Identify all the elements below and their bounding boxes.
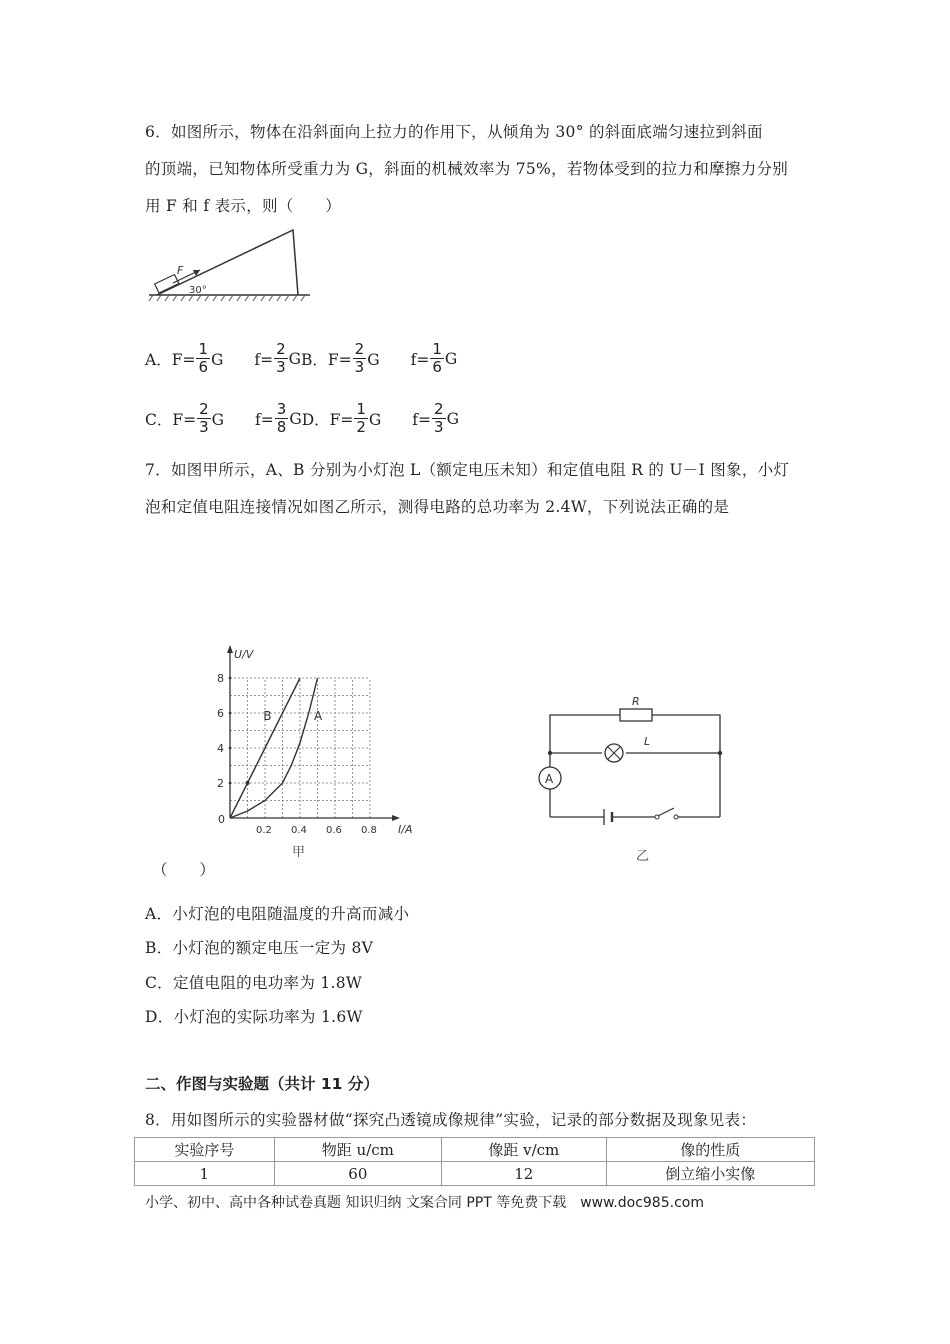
origin-label: 0 [218, 813, 225, 826]
x-tick-label: 0.2 [256, 825, 272, 836]
numerator: 2 [434, 400, 444, 418]
fraction [197, 402, 211, 435]
graph-caption: 甲 [292, 845, 306, 860]
junction-dot [718, 751, 722, 755]
q6-option-c[interactable] [145, 402, 302, 435]
curve-a-label: A [314, 709, 323, 723]
fraction [432, 402, 446, 435]
q6-options-cd [145, 402, 459, 435]
y-tick-mark [229, 712, 232, 715]
table-cell: 60 [274, 1162, 441, 1186]
table-header-cell: 实验序号 [135, 1138, 275, 1162]
y-tick-label: 4 [217, 742, 224, 755]
circuit-diagram [540, 695, 740, 865]
q7-option-a[interactable]: A．小灯泡的电阻随温度的升高而减小 [145, 905, 410, 923]
option-text: G [289, 409, 302, 428]
q6-options-ab [145, 342, 457, 375]
y-tick-mark [229, 747, 232, 750]
numerator: 2 [354, 340, 365, 358]
q7-line-2: 泡和定值电阻连接情况如图乙所示，测得电路的总功率为 2.4W，下列说法正确的是 [145, 498, 730, 516]
x-tick-label: 0.8 [361, 825, 377, 836]
denominator: 3 [276, 358, 286, 376]
table-header-cell: 物距 u/cm [274, 1138, 441, 1162]
table-header-row [135, 1138, 815, 1162]
q6-option-b[interactable] [301, 342, 457, 375]
option-text: G [446, 409, 459, 428]
y-tick-mark [229, 677, 232, 680]
ui-graph [200, 638, 413, 868]
resistor-symbol [620, 709, 652, 721]
fraction [353, 342, 367, 375]
table-cell: 12 [442, 1162, 607, 1186]
denominator: 8 [276, 418, 287, 436]
option-text: G f= [367, 350, 430, 369]
fraction [196, 342, 210, 375]
option-text: G f= [368, 410, 432, 429]
option-text: G f= [211, 410, 274, 429]
section-heading: 二、作图与实验题（共计 11 分） [145, 1075, 379, 1093]
numerator: 1 [432, 340, 442, 358]
option-b-label: B．F= [301, 350, 352, 369]
table-header-cell: 像的性质 [606, 1138, 814, 1162]
option-text: G f= [210, 350, 274, 369]
denominator: 3 [199, 418, 209, 436]
circuit-wires [550, 715, 720, 817]
denominator: 2 [356, 418, 366, 436]
x-tick-label: 0.6 [326, 825, 342, 836]
battery-icon [604, 809, 612, 825]
incline-figure [145, 225, 315, 305]
q6-option-a[interactable] [145, 342, 301, 375]
lamp-icon [605, 744, 623, 762]
data-table [134, 1137, 815, 1186]
circuit-caption: 乙 [636, 849, 650, 864]
q7-line-1: 7．如图甲所示，A、B 分别为小灯泡 L（额定电压未知）和定值电阻 R 的 U－I 图象，小灯 [145, 461, 790, 479]
q6-option-d[interactable] [302, 402, 459, 435]
curve-b-label: B [263, 709, 272, 723]
q6-line-3: 用 F 和 f 表示，则（ ） [145, 197, 342, 215]
denominator: 6 [432, 358, 442, 376]
option-text: G [288, 349, 302, 368]
graph-grid [230, 678, 370, 818]
q7-option-d[interactable]: D．小灯泡的实际功率为 1.6W [145, 1008, 363, 1026]
junction-dot [548, 751, 552, 755]
option-text: G [444, 349, 458, 368]
fraction [274, 342, 288, 375]
numerator: 1 [356, 400, 366, 418]
force-label: F [177, 264, 184, 277]
ammeter-label: A [545, 772, 554, 786]
x-axis-label: I/A [398, 823, 413, 836]
fraction [354, 402, 368, 435]
fraction [430, 342, 444, 375]
switch-icon [655, 808, 678, 819]
denominator: 6 [198, 358, 208, 376]
option-c-label: C．F= [145, 410, 197, 429]
lamp-label: L [644, 735, 651, 748]
numerator: 2 [199, 400, 209, 418]
graph-ticks [217, 672, 377, 836]
option-d-label: D．F= [301, 410, 354, 429]
incline-diagram [149, 230, 310, 301]
numerator: 3 [276, 400, 287, 418]
y-axis-arrow [227, 645, 233, 653]
option-a-label: A．F= [145, 350, 196, 369]
denominator: 3 [434, 418, 444, 436]
y-tick-label: 8 [217, 672, 224, 685]
table-cell: 倒立缩小实像 [606, 1162, 814, 1186]
y-axis-label: U/V [234, 648, 254, 661]
x-tick-label: 0.4 [291, 825, 307, 836]
page-footer: 小学、初中、高中各种试卷真题 知识归纳 文案合同 PPT 等免费下载 www.doc985.com [145, 1195, 704, 1211]
table-row [135, 1162, 815, 1186]
y-tick-mark [229, 782, 232, 785]
graph-axes [227, 645, 400, 821]
angle-label: 30° [189, 285, 207, 296]
fraction [275, 402, 289, 435]
y-tick-label: 6 [217, 707, 224, 720]
resistor-label: R [632, 695, 640, 708]
q6-line-2: 的顶端，已知物体所受重力为 G，斜面的机械效率为 75%，若物体受到的拉力和摩擦力分别 [145, 160, 789, 178]
table-header-cell: 像距 v/cm [442, 1138, 607, 1162]
numerator: 2 [276, 340, 286, 358]
data-point [246, 781, 250, 785]
q7-answer-paren: （ ） [152, 861, 216, 879]
q6-line-1: 6．如图所示，物体在沿斜面向上拉力的作用下，从倾角为 30° 的斜面底端匀速拉到斜面 [145, 123, 763, 141]
x-axis-arrow [392, 815, 400, 821]
q8-line-1: 8．用如图所示的实验器材做“探究凸透镜成像规律”实验，记录的部分数据及现象见表： [145, 1111, 757, 1129]
table-cell: 1 [135, 1162, 275, 1186]
y-tick-label: 2 [217, 777, 224, 790]
numerator: 1 [198, 340, 208, 358]
denominator: 3 [354, 358, 365, 376]
q7-option-c[interactable]: C．定值电阻的电功率为 1.8W [145, 974, 363, 992]
q7-option-b[interactable]: B．小灯泡的额定电压一定为 8V [145, 939, 374, 957]
